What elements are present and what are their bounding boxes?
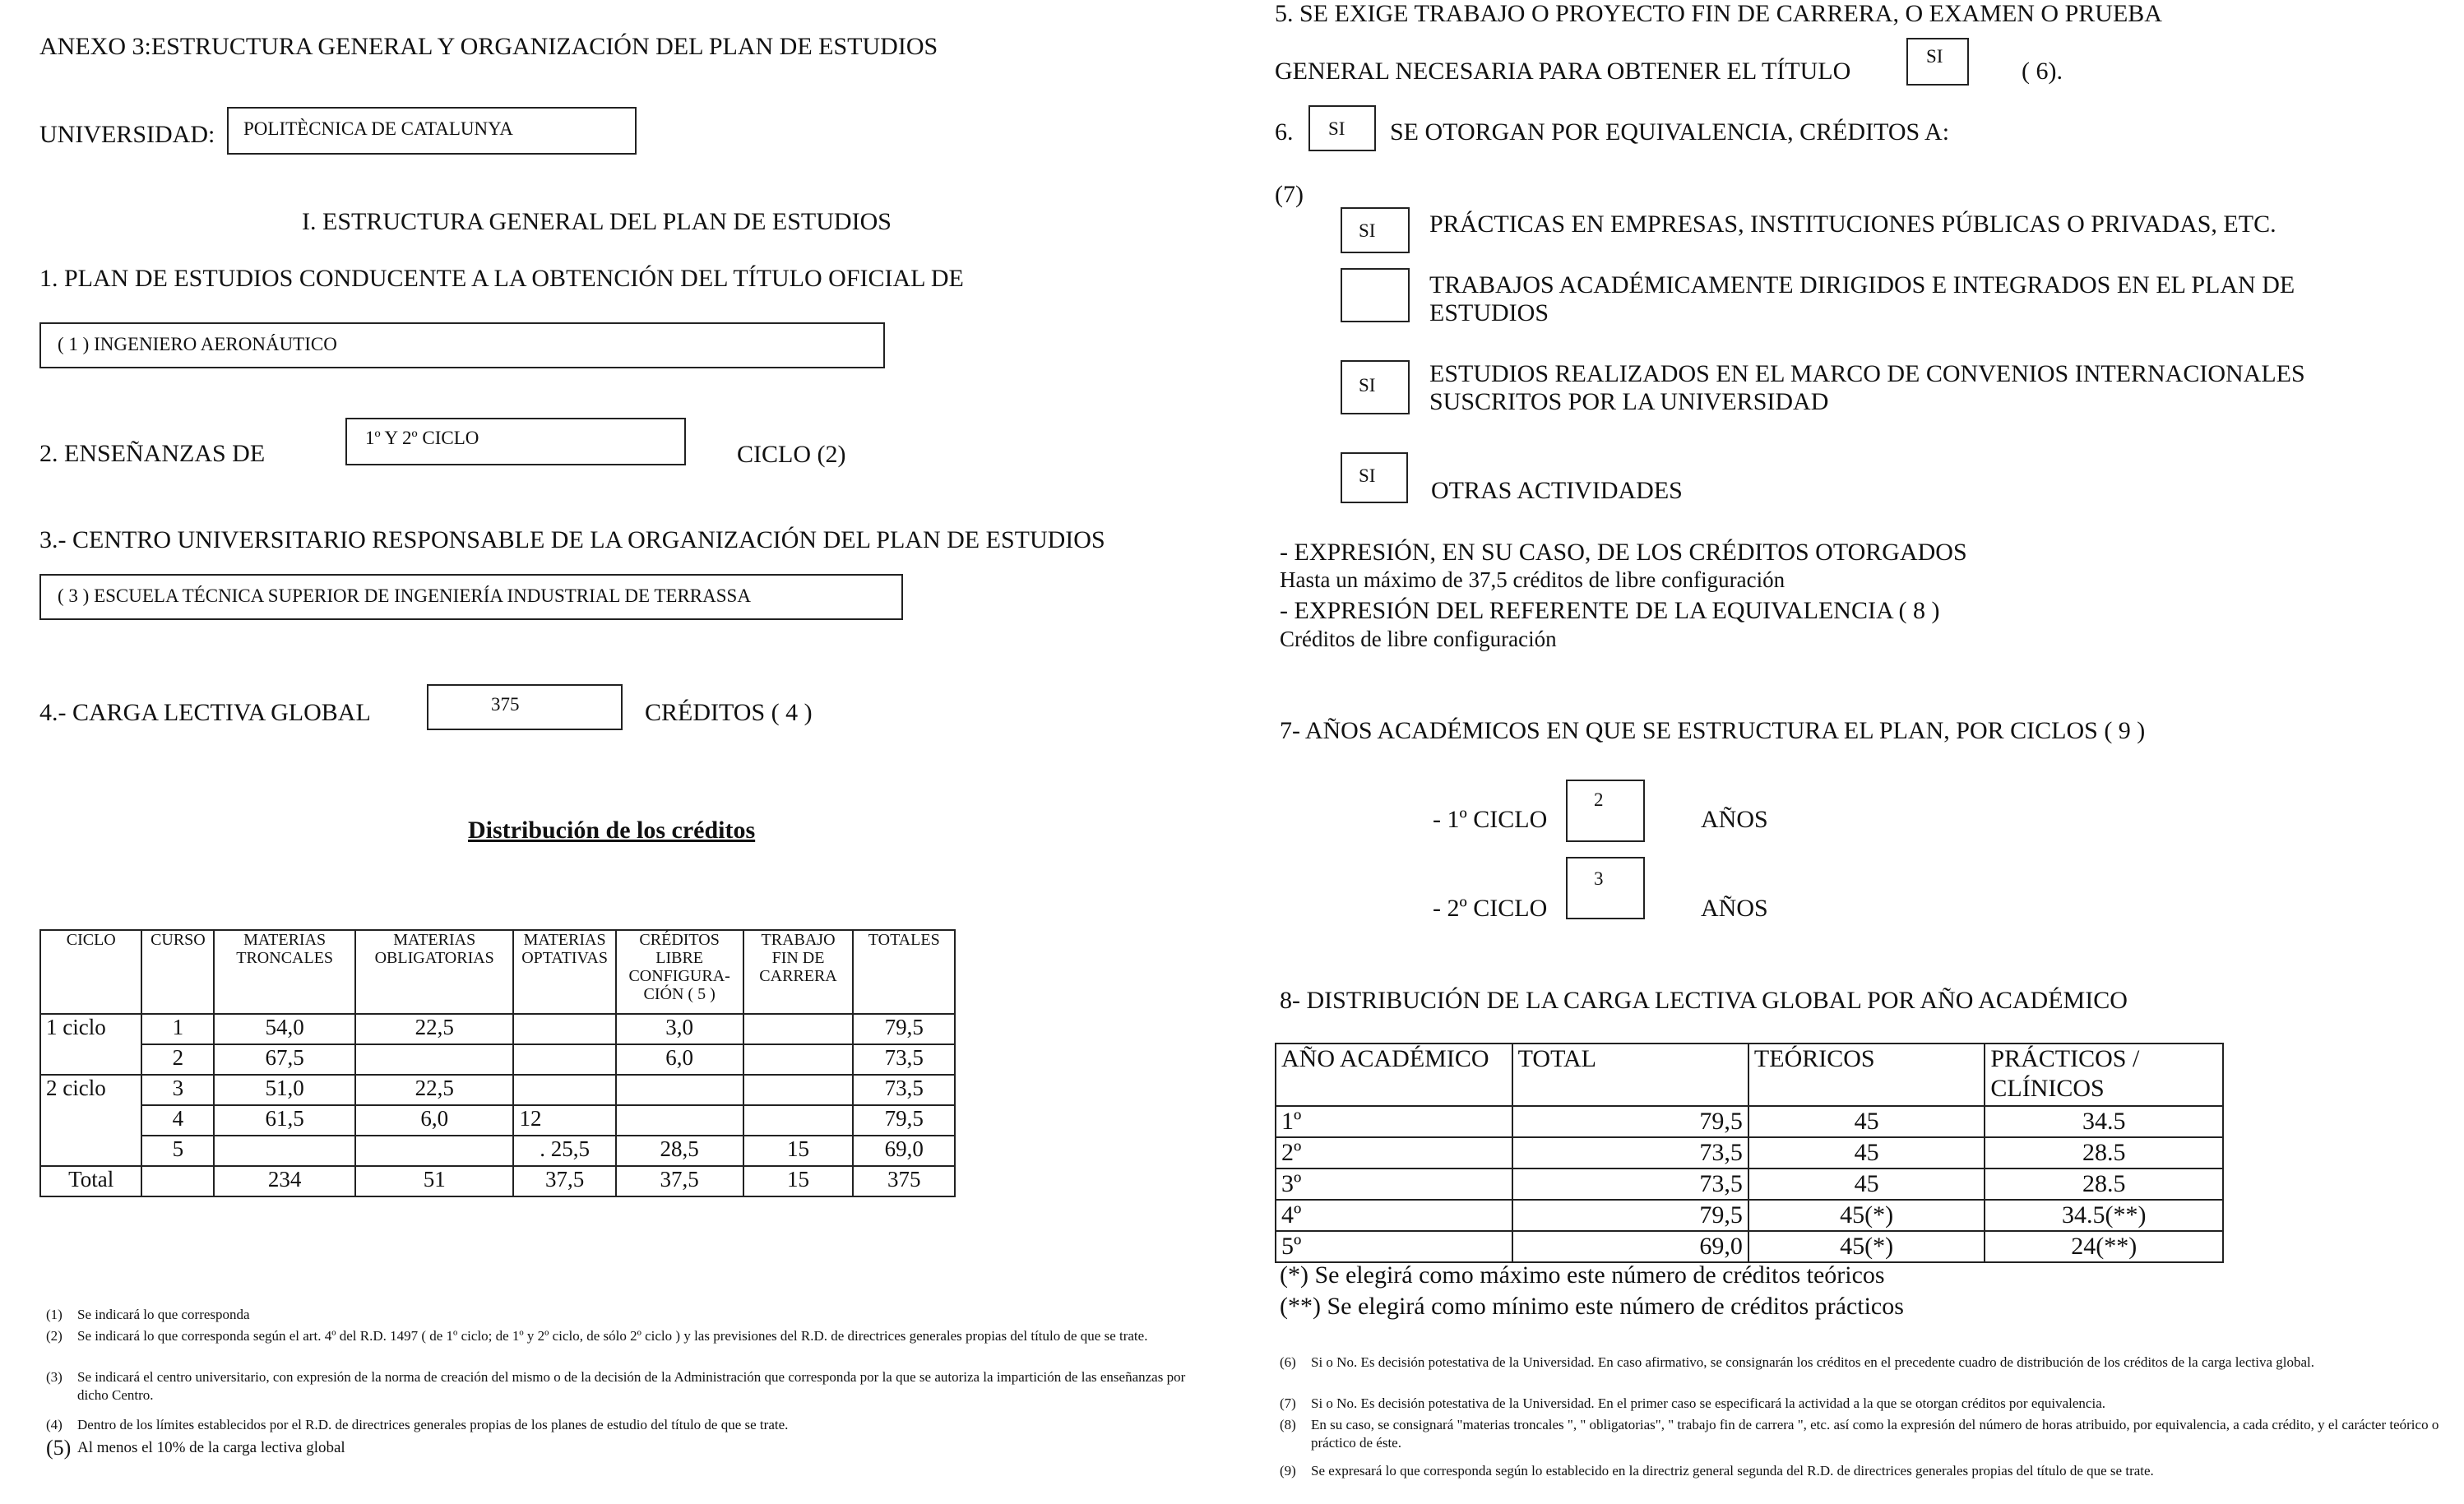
table-cell (743, 1014, 854, 1044)
university-field (227, 107, 637, 155)
table-cell (513, 1075, 615, 1105)
equivalence-text-line2: SUSCRITOS POR LA UNIVERSIDAD (1429, 388, 1829, 415)
footnote-number: (9) (1280, 1463, 1296, 1479)
title-value: ( 1 ) INGENIERO AERONÁUTICO (58, 334, 337, 354)
table-cell (40, 1136, 141, 1166)
cycle1-years-field (1566, 780, 1645, 842)
header-cell: MATERIAS OBLIGATORIAS (355, 930, 514, 1014)
table-cell: 12 (513, 1105, 615, 1136)
equivalence-box-value: SI (1359, 220, 1376, 241)
section-title: I. ESTRUCTURA GENERAL DEL PLAN DE ESTUDIOS (302, 208, 892, 235)
item5-line1: 5. SE EXIGE TRABAJO O PROYECTO FIN DE CARRERA, O EXAMEN O PRUEBA (1275, 0, 2162, 27)
table-cell (616, 1105, 743, 1136)
centre-field (39, 574, 903, 620)
expression-reference-value: Créditos de libre configuración (1280, 627, 1557, 651)
table-row (1276, 1168, 2223, 1200)
table-cell: 4º (1276, 1200, 1512, 1231)
table-cell: 6,0 (616, 1044, 743, 1075)
table-cell (40, 1044, 141, 1075)
table-cell: 2 ciclo (40, 1075, 141, 1105)
centre-value: ( 3 ) ESCUELA TÉCNICA SUPERIOR DE INGENIERÍA INDUSTRIAL DE TERRASSA (58, 585, 751, 606)
note-7: (7) (1275, 181, 1304, 208)
equivalence-value: SI (1328, 118, 1345, 139)
footnote-text: Al menos el 10% de la carga lectiva global (77, 1439, 345, 1456)
header-cell: CURSO (141, 930, 214, 1014)
footnote-text: Se indicará lo que corresponda (77, 1307, 250, 1322)
item5-suffix: ( 6). (2022, 58, 2063, 85)
expression-reference-label: - EXPRESIÓN DEL REFERENTE DE LA EQUIVALENCIA ( 8 ) (1280, 597, 1940, 624)
cycle-field (345, 418, 686, 465)
table-cell: 2 (141, 1044, 214, 1075)
credits-field (427, 684, 623, 730)
header-cell: MATERIAS TRONCALES (214, 930, 355, 1014)
equivalence-box-other (1341, 452, 1408, 503)
table-cell: 3,0 (616, 1014, 743, 1044)
table-cell: 45 (1748, 1168, 1985, 1200)
table-cell: 6,0 (355, 1105, 514, 1136)
equivalence-box-value: SI (1359, 375, 1376, 396)
table-cell: 3º (1276, 1168, 1512, 1200)
cycle2-label: - 2º CICLO (1433, 895, 1548, 922)
final-project-value: SI (1926, 46, 1943, 67)
footnote (1280, 1416, 2456, 1452)
cycle1-years-value: 2 (1594, 789, 1604, 810)
table-cell: 22,5 (355, 1075, 514, 1105)
table-row (1276, 1137, 2223, 1168)
table-cell: 73,5 (853, 1075, 955, 1105)
table-cell: 79,5 (1512, 1200, 1748, 1231)
table-cell: 45(*) (1748, 1200, 1985, 1231)
table-cell: 1 (141, 1014, 214, 1044)
table-cell: 1 ciclo (40, 1014, 141, 1044)
header-cell: CICLO (40, 930, 141, 1014)
table-cell: . 25,5 (513, 1136, 615, 1166)
table-cell: 51 (355, 1166, 514, 1196)
annex-title: ANEXO 3:ESTRUCTURA GENERAL Y ORGANIZACIÓN DEL PLAN DE ESTUDIOS (39, 33, 938, 60)
table-cell (141, 1166, 214, 1196)
item6-label: SE OTORGAN POR EQUIVALENCIA, CRÉDITOS A: (1390, 118, 1950, 146)
footnote (1280, 1354, 2456, 1372)
equivalence-box-internships (1341, 207, 1410, 253)
table-cell (513, 1044, 615, 1075)
item2-suffix: CICLO (2) (737, 441, 846, 468)
table-cell: 375 (853, 1166, 955, 1196)
item2-label: 2. ENSEÑANZAS DE (39, 440, 266, 467)
table-cell (214, 1136, 355, 1166)
equivalence-field (1308, 105, 1376, 151)
equivalence-text: OTRAS ACTIVIDADES (1431, 477, 1683, 504)
table-cell: 24(**) (1985, 1231, 2223, 1262)
table-cell: 28.5 (1985, 1137, 2223, 1168)
table-cell: 15 (743, 1136, 854, 1166)
table-cell: 234 (214, 1166, 355, 1196)
footnote (1280, 1395, 2456, 1413)
table-cell (616, 1075, 743, 1105)
footnote-number: (4) (46, 1417, 63, 1432)
table-cell: 1º (1276, 1106, 1512, 1137)
university-label: UNIVERSIDAD: (39, 121, 215, 148)
expression-credits-value: Hasta un máximo de 37,5 créditos de libre configuración (1280, 567, 1785, 592)
footnote (1280, 1462, 2456, 1480)
table-row (1276, 1231, 2223, 1262)
table-cell: 54,0 (214, 1014, 355, 1044)
footnote (46, 1416, 1197, 1434)
equivalence-text: ESTUDIOS REALIZADOS EN EL MARCO DE CONVENIOS INTERNACIONALES (1429, 360, 2305, 387)
cycle1-label: - 1º CICLO (1433, 806, 1548, 833)
table-header-row (40, 930, 955, 1014)
table-cell: 5 (141, 1136, 214, 1166)
table-cell: 28.5 (1985, 1168, 2223, 1200)
equivalence-text-line2: ESTUDIOS (1429, 299, 1549, 326)
note-max-theory: (*) Se elegirá como máximo este número de créditos teóricos (1280, 1261, 1885, 1289)
table-cell (355, 1044, 514, 1075)
credits-distribution-table (39, 929, 956, 1197)
note-min-practice: (**) Se elegirá como mínimo este número de créditos prácticos (1280, 1293, 1904, 1320)
footnote-text: En su caso, se consignará "materias troncales ", " obligatorias", " trabajo fin de carrera ", etc. así como la expresión del número de horas atribuido, por equivalencia, a cada crédito, y el carácter teórico o práctico de éste. (1311, 1417, 2439, 1451)
table-cell: 79,5 (1512, 1106, 1748, 1137)
item7-label: 7- AÑOS ACADÉMICOS EN QUE SE ESTRUCTURA EL PLAN, POR CICLOS ( 9 ) (1280, 717, 2146, 744)
table-cell: 34.5(**) (1985, 1200, 2223, 1231)
table-row (40, 1044, 955, 1075)
footnote-text: Se indicará el centro universitario, con expresión de la norma de creación del mismo o de la decisión de la Administración que corresponda por la que se autoriza la impartición de las enseñanzas por dicho Centro. (77, 1369, 1186, 1403)
table-row (1276, 1106, 2223, 1137)
credits-value: 375 (491, 694, 520, 715)
table-cell: 51,0 (214, 1075, 355, 1105)
table-cell (513, 1014, 615, 1044)
table-cell (743, 1044, 854, 1075)
header-cell: TEÓRICOS (1748, 1044, 1985, 1106)
footnote-text: Se indicará lo que corresponda según el art. 4º del R.D. 1497 ( de 1º ciclo; de 1º y 2º ciclo, de sólo 2º ciclo ) y las previsiones del R.D. de directrices generales propias del título de que se trate. (77, 1328, 1148, 1344)
footnote (46, 1306, 1197, 1324)
table-cell: Total (40, 1166, 141, 1196)
item4-label: 4.- CARGA LECTIVA GLOBAL (39, 699, 371, 726)
item6-prefix: 6. (1275, 118, 1294, 146)
footnote (46, 1327, 1197, 1345)
table-cell: 73,5 (1512, 1137, 1748, 1168)
footnote-text: Si o No. Es decisión potestativa de la Universidad. En caso afirmativo, se consignarán los créditos en el precedente cuadro de distribución de los créditos de la carga lectiva global. (1311, 1354, 2314, 1370)
header-cell: TRABAJO FIN DE CARRERA (743, 930, 854, 1014)
table-cell: 37,5 (616, 1166, 743, 1196)
table-cell: 45 (1748, 1137, 1985, 1168)
table-cell: 22,5 (355, 1014, 514, 1044)
header-cell: PRÁCTICOS / CLÍNICOS (1985, 1044, 2223, 1106)
table-cell: 4 (141, 1105, 214, 1136)
equivalence-text: PRÁCTICAS EN EMPRESAS, INSTITUCIONES PÚBLICAS O PRIVADAS, ETC. (1429, 211, 2276, 238)
footnote-number: (8) (1280, 1417, 1296, 1432)
table-row (40, 1014, 955, 1044)
cycle2-years-value: 3 (1594, 868, 1604, 889)
header-cell: CRÉDITOS LIBRE CONFIGURA-CIÓN ( 5 ) (616, 930, 743, 1014)
footnote-number: (5) (46, 1436, 72, 1460)
title-field (39, 322, 885, 368)
table-cell: 73,5 (1512, 1168, 1748, 1200)
table-cell: 37,5 (513, 1166, 615, 1196)
table-cell (355, 1136, 514, 1166)
footnote-text: Se expresará lo que corresponda según lo establecido en la directriz general segunda del R.D. de directrices generales propias del título de que se trate. (1311, 1463, 2154, 1479)
equivalence-box-exchange (1341, 360, 1410, 414)
table-cell: 28,5 (616, 1136, 743, 1166)
header-cell: TOTALES (853, 930, 955, 1014)
expression-credits-label: - EXPRESIÓN, EN SU CASO, DE LOS CRÉDITOS OTORGADOS (1280, 539, 1967, 566)
equivalence-box-academic-work (1341, 268, 1410, 322)
item1-label: 1. PLAN DE ESTUDIOS CONDUCENTE A LA OBTENCIÓN DEL TÍTULO OFICIAL DE (39, 265, 964, 292)
table-header-row (1276, 1044, 2223, 1106)
footnote (46, 1368, 1197, 1405)
years-label: AÑOS (1701, 806, 1768, 833)
table-cell: 69,0 (1512, 1231, 1748, 1262)
table-cell: 73,5 (853, 1044, 955, 1075)
footnote-text: Si o No. Es decisión potestativa de la Universidad. En el primer caso se especificará la actividad a la que se otorgan créditos por equivalencia. (1311, 1395, 2105, 1411)
final-project-field (1906, 38, 1969, 86)
item5-line2: GENERAL NECESARIA PARA OBTENER EL TÍTULO (1275, 58, 1851, 85)
table-cell (743, 1105, 854, 1136)
footnote (46, 1436, 1197, 1460)
table-cell: 67,5 (214, 1044, 355, 1075)
footnote-number: (7) (1280, 1395, 1296, 1411)
table-cell: 15 (743, 1166, 854, 1196)
table-cell (40, 1105, 141, 1136)
distribution-title: Distribución de los créditos (468, 817, 756, 844)
footnote-number: (6) (1280, 1354, 1296, 1370)
table-cell: 34.5 (1985, 1106, 2223, 1137)
years-label: AÑOS (1701, 895, 1768, 922)
header-cell: TOTAL (1512, 1044, 1748, 1106)
footnote-number: (3) (46, 1369, 63, 1385)
university-value: POLITÈCNICA DE CATALUNYA (243, 118, 513, 139)
equivalence-text: TRABAJOS ACADÉMICAMENTE DIRIGIDOS E INTEGRADOS EN EL PLAN DE (1429, 271, 2295, 298)
table-row (40, 1105, 955, 1136)
footnote-text: Dentro de los límites establecidos por el R.D. de directrices generales propias de los planes de estudio del título de que se trate. (77, 1417, 789, 1432)
table-cell: 61,5 (214, 1105, 355, 1136)
header-cell: AÑO ACADÉMICO (1276, 1044, 1512, 1106)
cycle-value: 1º Y 2º CICLO (365, 428, 479, 448)
table-cell: 5º (1276, 1231, 1512, 1262)
table-cell: 79,5 (853, 1014, 955, 1044)
table-row (40, 1075, 955, 1105)
equivalence-box-value: SI (1359, 465, 1376, 486)
table-cell: 3 (141, 1075, 214, 1105)
table-cell: 45 (1748, 1106, 1985, 1137)
footnote-number: (1) (46, 1307, 63, 1322)
table-total-row (40, 1166, 955, 1196)
footnote-number: (2) (46, 1328, 63, 1344)
cycle2-years-field (1566, 857, 1645, 919)
table-row (40, 1136, 955, 1166)
table-cell: 79,5 (853, 1105, 955, 1136)
table-cell: 69,0 (853, 1136, 955, 1166)
table-row (1276, 1200, 2223, 1231)
table-cell: 2º (1276, 1137, 1512, 1168)
item4-suffix: CRÉDITOS ( 4 ) (645, 699, 813, 726)
item3-label: 3.- CENTRO UNIVERSITARIO RESPONSABLE DE LA ORGANIZACIÓN DEL PLAN DE ESTUDIOS (39, 526, 1105, 553)
table-cell: 45(*) (1748, 1231, 1985, 1262)
annual-load-table (1275, 1043, 2224, 1263)
header-cell: MATERIAS OPTATIVAS (513, 930, 615, 1014)
table-cell (743, 1075, 854, 1105)
item8-label: 8- DISTRIBUCIÓN DE LA CARGA LECTIVA GLOBAL POR AÑO ACADÉMICO (1280, 987, 2128, 1014)
